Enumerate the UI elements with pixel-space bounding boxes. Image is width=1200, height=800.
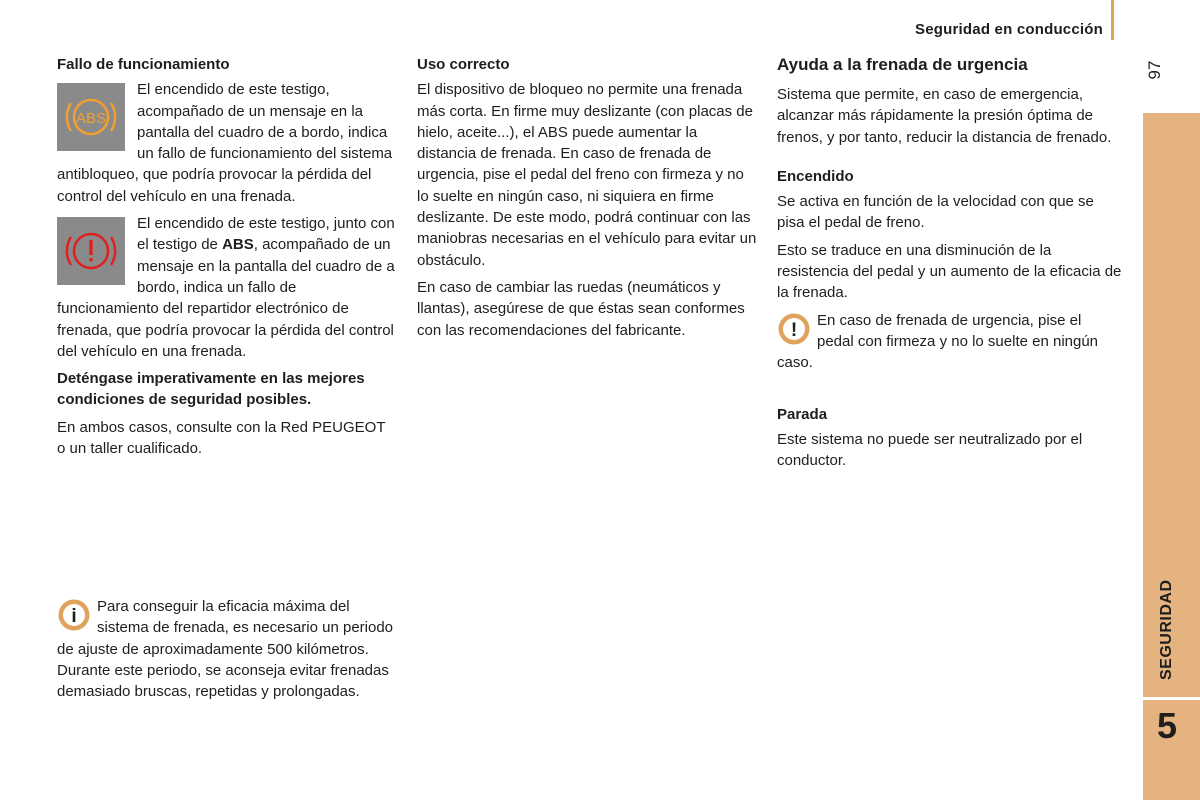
info-note [57,596,397,702]
column-emergency-braking [777,54,1122,477]
info-icon [57,598,91,632]
caution-icon-mark: ! [790,319,798,341]
correct-use-text: El dispositivo de bloqueo no permite una frenada más corta. En firme muy deslizante (con placas de hielo, aceite...), el ABS puede aumentar la distancia de frenada. En caso de frenada de urgencia, pise el pedal del freno con firmeza y no lo suelte en ningún caso, ni siquiera en firme deslizante. De este modo, podrá continuar con las maniobras necesarias en el vehículo para evitar un obstáculo. [417,81,757,269]
chapter-number: 5 [1156,705,1178,746]
heading-deactivation: Parada [777,405,828,423]
malfunction-abs-text: El encendido de este testigo, acompañado de un mensaje en la pantalla del cuadro de a bordo, indica un fallo de funcionamiento del sistema antibloqueo, que podría provocar la pérdida del control del vehículo en una frenada. [57,81,393,205]
info-note-text: Para conseguir la eficacia máxima del sistema de frenada, es necesario un periodo de ajuste de aproximadamente 500 kilómetros. Durante este periodo, se aconseja evitar frenadas demasiado bruscas, repetidas y prolongadas. [57,598,394,701]
header-divider [1111,0,1114,40]
stop-warning: Deténgase imperativamente en las mejores condiciones de seguridad posibles. [57,370,365,409]
info-icon-letter: i [71,606,77,627]
deactivation-text: Este sistema no puede ser neutralizado por el conductor. [777,430,1083,470]
chapter-tab-label: SEGURIDAD [1158,579,1175,681]
chapter-tab-divider [1143,697,1200,700]
heading-emergency-braking: Ayuda a la frenada de urgencia [777,55,1028,74]
page-number: 97 [1145,60,1164,80]
caution-icon [777,312,811,346]
abs-icon-label: ABS [75,110,107,128]
heading-activation: Encendido [777,167,854,185]
wheel-change-text: En caso de cambiar las ruedas (neumáticos y llantas), asegúrese de que éstas sean conformes con las recomendaciones del fabricante. [417,278,745,339]
column-malfunction [57,54,397,465]
consult-network-text: En ambos casos, consulte con la Red PEUGEOT o un taller cualificado. [57,418,386,458]
abs-warning-icon [57,83,125,151]
heading-correct-use: Uso correcto [417,56,510,73]
abs-bold-label: ABS [222,236,254,254]
column-correct-use [417,54,757,347]
brake-warning-icon [57,217,125,285]
emergency-braking-intro: Sistema que permite, en caso de emergencia, alcanzar más rápidamente la presión óptima de frenos, y por tanto, reducir la distancia de frenado. [777,86,1112,146]
heading-malfunction: Fallo de funcionamiento [57,56,230,73]
caution-text: En caso de frenada de urgencia, pise el pedal con firmeza y no lo suelte en ningún caso. [777,311,1099,372]
activation-text-1: Se activa en función de la velocidad con que se pisa el pedal de freno. [777,193,1094,232]
section-title: Seguridad en conducción [915,21,1103,38]
brake-text-start: El encendido de este testigo, junto con el testigo de [137,215,395,254]
activation-text-2: Esto se traduce en una disminución de la resistencia del pedal y un aumento de la eficacia de la frenada. [777,241,1122,302]
brake-text-end: , acompañado de un mensaje en la pantalla del cuadro de a bordo, indica un fallo de funcionamiento del repartidor electrónico de frenada, que podría provocar la pérdida del control del vehículo en una frenada. [57,236,395,360]
